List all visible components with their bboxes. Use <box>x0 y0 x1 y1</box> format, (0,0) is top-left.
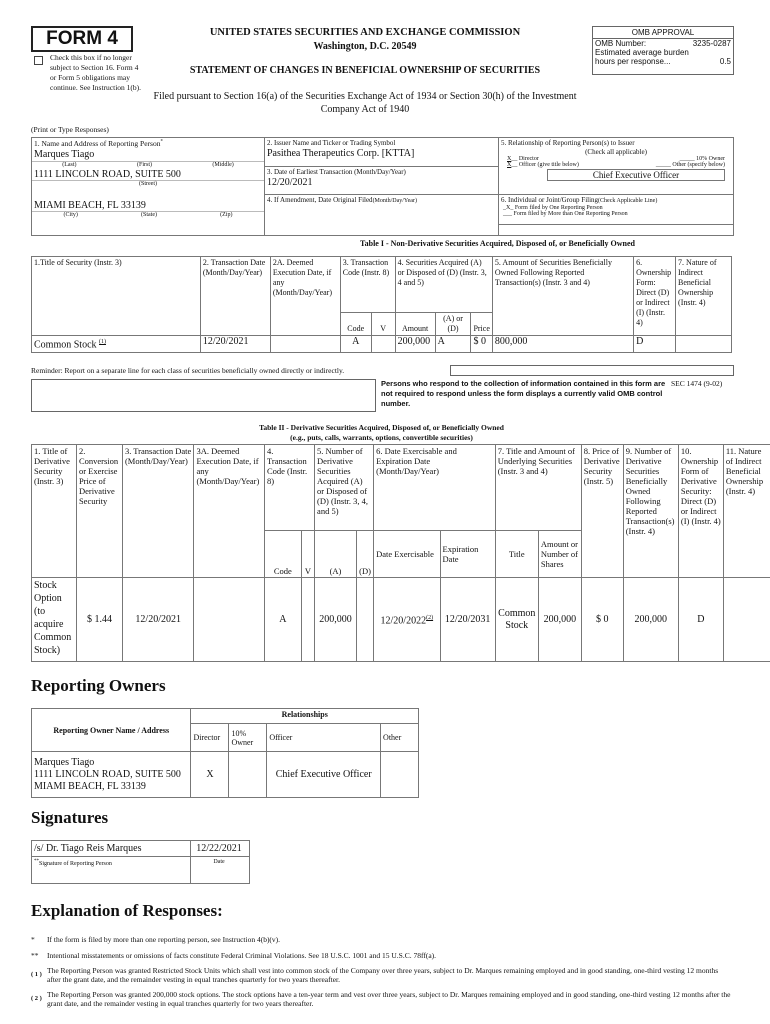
t1-sub-code: Code <box>340 313 371 336</box>
director-mark[interactable]: X <box>507 156 512 162</box>
street-caption: (Street) <box>32 180 264 187</box>
explanation-mark: ** <box>31 951 39 960</box>
signature-box <box>31 840 191 884</box>
last-caption: (Last) <box>62 162 77 168</box>
table-row <box>32 752 419 798</box>
box6-more-persons[interactable]: ___ Form filed by More than One Reporting Person <box>503 211 628 217</box>
signer-caption-mark: ** <box>34 859 39 864</box>
ro-director-mark: X <box>191 752 229 798</box>
t2-sub-title: Title <box>495 531 538 578</box>
table2-subtitle: (e.g., puts, calls, warrants, options, convertible securities) <box>290 433 473 442</box>
t2-sub-expiration: Expiration Date <box>440 531 495 578</box>
reminder: Reminder: Report on a separate line for each class of securities beneficially owned directly or indirectly. <box>31 366 345 375</box>
form-label: FORM 4 <box>46 28 118 49</box>
filed-pursuant: Filed pursuant to Section 16(a) of the Securities Exchange Act of 1934 or Section 30(h) of the Investment Company Act of 1940 <box>153 91 577 115</box>
t1-header-amount-owned: 5. Amount of Securities Beneficially Owned Following Reported Transaction(s) (Instr. 3 and 4) <box>492 257 633 336</box>
box5-label: 5. Relationship of Reporting Person(s) to Issuer <box>501 139 635 147</box>
explanation-text: The Reporting Person was granted 200,000 stock options. The stock options have a ten-year term and vest over three years, subject to Dr. Marques remaining employed and in good standing, one-third vesting 12 months after the grant date, and the remainder vesting in equal tranches quarterly for two years thereafter. <box>47 990 731 1008</box>
table1 <box>31 256 732 353</box>
t1-header-ownership: 6. Ownership Form: Direct (D) or Indirect (I) (Instr. 4) <box>634 257 676 336</box>
first-caption: (First) <box>136 162 152 168</box>
t2-header-owned: 9. Number of Derivative Securities Beneficially Owned Following Reported Transaction(s) (Instr. 4) <box>623 445 678 578</box>
officer-mark[interactable]: X <box>507 162 512 168</box>
t2-row-price: $ 1.44 <box>76 578 122 662</box>
omb-title: OMB APPROVAL <box>593 27 733 39</box>
reporting-owners-table <box>31 708 419 798</box>
table2-title: Table II - Derivative Securities Acquired, Disposed of, or Beneficially Owned <box>259 423 504 432</box>
t1-row-amount: 200,000 <box>395 336 435 353</box>
t2-sub-amount: Amount or Number of Shares <box>538 531 581 578</box>
other-caption: Other (specify below) <box>672 162 725 168</box>
t2-sub-exercisable: Date Exercisable <box>374 531 440 578</box>
agency-title: UNITED STATES SECURITIES AND EXCHANGE COMMISSION <box>209 27 521 38</box>
form-label-box <box>31 26 133 52</box>
box4-label: 4. If Amendment, Date Original Filed <box>267 196 373 204</box>
no-longer-subject-checkbox[interactable] <box>34 56 43 65</box>
middle-caption: (Middle) <box>212 162 234 168</box>
t1-header-date: 2. Transaction Date (Month/Day/Year) <box>200 257 270 336</box>
persons-notice: Persons who respond to the collection of information contained in this form are not required to respond unless the form displays a currently valid OMB control number. <box>381 379 666 408</box>
ro-col-director: Director <box>191 724 229 752</box>
t1-sub-v: V <box>371 313 395 336</box>
t2-row-under-amount: 200,000 <box>538 578 581 662</box>
t1-sub-amount: Amount <box>395 313 435 336</box>
explanation-item <box>31 935 732 944</box>
t1-row-form: D <box>634 336 676 353</box>
t1-header-nature: 7. Nature of Indirect Beneficial Ownership (Instr. 4) <box>676 257 732 336</box>
explanation-heading: Explanation of Responses: <box>31 901 223 920</box>
t1-sub-price: Price <box>471 313 492 336</box>
t1-row-title: Common Stock <box>34 339 97 351</box>
t1-sub-aord: (A) or (D) <box>435 313 471 336</box>
box6-one-person[interactable]: _X_ Form filed by One Reporting Person <box>503 205 603 211</box>
t1-row-date: 12/20/2021 <box>200 336 270 353</box>
explanation-text: Intentional misstatements or omissions of facts constitute Federal Criminal Violations. See 18 U.S.C. 1001 and 15 U.S.C. 78ff(a). <box>47 951 437 960</box>
ro-col-owner10: 10% Owner <box>229 724 267 752</box>
reporting-person-city[interactable]: MIAMI BEACH, FL 33139 <box>34 200 146 211</box>
t2-sub-v: V <box>301 531 314 578</box>
box3 <box>265 167 499 195</box>
t2-header-title: 1. Title of Derivative Security (Instr. 3) <box>32 445 77 578</box>
hours-label: hours per response... <box>595 57 671 66</box>
explanation-item <box>31 990 732 1008</box>
explanation-item <box>31 966 732 984</box>
signer-name: /s/ Dr. Tiago Reis Marques <box>32 841 190 857</box>
box4-label-small: (Month/Day/Year) <box>372 198 417 204</box>
reminder-left-box <box>31 379 376 412</box>
t2-row-code: A <box>264 578 301 662</box>
signatures-heading: Signatures <box>31 808 109 827</box>
ro-other-value <box>381 752 419 798</box>
ro-officer-title: Chief Executive Officer <box>267 752 381 798</box>
t2-header-conversion: 2. Conversion or Exercise Price of Derivative Security <box>76 445 122 578</box>
owner10-caption: 10% Owner <box>696 156 725 162</box>
t1-row-v <box>371 336 395 353</box>
officer-caption: Officer (give title below) <box>518 162 579 168</box>
reminder-blank-box <box>450 365 734 376</box>
earliest-transaction-date[interactable]: 12/20/2021 <box>267 177 313 188</box>
t2-row-under-title: Common Stock <box>495 578 538 662</box>
omb-number-label: OMB Number: <box>595 39 647 48</box>
box1-label-mark: * <box>160 139 163 145</box>
t2-sub-a: (A) <box>315 531 357 578</box>
t1-header-deemed: 2A. Deemed Execution Date, if any (Month/Day/Year) <box>270 257 340 336</box>
reporting-owners-heading: Reporting Owners <box>31 676 166 695</box>
t2-row-exercisable: 12/20/2022 <box>380 615 427 627</box>
table-row <box>32 336 732 353</box>
table2 <box>31 444 770 662</box>
t1-header-title: 1.Title of Security (Instr. 3) <box>32 257 201 336</box>
explanation-item <box>31 951 732 960</box>
box3-label: 3. Date of Earliest Transaction (Month/Day/Year) <box>267 168 406 176</box>
box1-label: 1. Name and Address of Reporting Person <box>34 139 161 148</box>
t2-sub-code: Code <box>264 531 301 578</box>
reporting-person-name[interactable]: Marques Tiago <box>34 149 95 160</box>
box2 <box>265 138 499 167</box>
omb-approval-box <box>592 26 734 75</box>
ro-relationships: Relationships <box>191 709 419 724</box>
box4 <box>265 195 499 235</box>
t2-header-exercisable: 6. Date Exercisable and Expiration Date (Month/Day/Year) <box>374 445 496 531</box>
t1-row-nature <box>676 336 732 353</box>
box6-label: 6. Individual or Joint/Group Filing <box>501 196 599 204</box>
hours-value: 0.5 <box>719 57 731 66</box>
reporting-person-boxes <box>31 137 734 236</box>
t1-row-aord: A <box>435 336 471 353</box>
ro-name: Marques Tiago <box>34 756 95 768</box>
t2-row-nature <box>723 578 770 662</box>
t2-row-deemed <box>194 578 265 662</box>
box5-sub: (Check all applicable) <box>585 148 647 156</box>
t1-row-footnote[interactable]: (1) <box>99 339 107 345</box>
ro-street: 1111 LINCOLN ROAD, SUITE 500 <box>34 768 181 780</box>
state-caption: (State) <box>141 212 157 218</box>
zip-caption: (Zip) <box>220 212 233 218</box>
t2-sub-d: (D) <box>356 531 373 578</box>
box5: 5. Relationship of Reporting Person(s) to Issuer (Check all applicable) X__ Director _____ 10% Owner X__ Officer (give title below) _____ Other (specify below) Chief Executive Officer <box>499 138 733 195</box>
t2-row-title: Stock Option (to acquire Common Stock) <box>32 578 77 662</box>
t1-row-price: $ 0 <box>471 336 492 353</box>
t2-header-price: 8. Price of Derivative Security (Instr. 5) <box>581 445 623 578</box>
t1-row-code: A <box>340 336 371 353</box>
statement-title: STATEMENT OF CHANGES IN BENEFICIAL OWNERSHIP OF SECURITIES <box>189 65 541 76</box>
agency-city: Washington, D.C. 20549 <box>313 41 417 52</box>
t2-row-v <box>301 578 314 662</box>
print-type: (Print or Type Responses) <box>31 125 109 134</box>
explanation-text: The Reporting Person was granted Restricted Stock Units which shall vest into common stock of the Company over three years, subject to Dr. Marques remaining employed and in good standing, one-third vesting 12 months after the grant date, and the remainder vesting in equal tranches quarterly for two years thereafter. <box>47 966 719 984</box>
director-caption: Director <box>518 156 539 162</box>
t2-row-a: 200,000 <box>315 578 357 662</box>
signature-date: 12/22/2021 <box>189 841 249 857</box>
t2-header-nature: 11. Nature of Indirect Beneficial Ownership (Instr. 4) <box>723 445 770 578</box>
signature-date-box <box>189 840 250 884</box>
t1-row-owned: 800,000 <box>492 336 633 353</box>
ro-city: MIAMI BEACH, FL 33139 <box>34 780 146 792</box>
t2-header-ownership: 10. Ownership Form of Derivative Security: Direct (D) or Indirect (I) (Instr. 4) <box>678 445 723 578</box>
explanation-mark: ( 2 ) <box>31 995 42 1002</box>
table1-title: Table I - Non-Derivative Securities Acquired, Disposed of, or Beneficially Owned <box>360 239 635 248</box>
t1-row-deemed <box>270 336 340 353</box>
omb-number: 3235-0287 <box>692 39 731 48</box>
ro-owner10-mark <box>229 752 267 798</box>
ro-col-name: Reporting Owner Name / Address <box>32 709 191 752</box>
box6-label-small: (Check Applicable Line) <box>598 198 658 204</box>
box6 <box>499 195 733 225</box>
reporting-person-street[interactable]: 1111 LINCOLN ROAD, SUITE 500 <box>34 169 181 180</box>
t2-row-owned: 200,000 <box>623 578 678 662</box>
box1 <box>32 138 265 235</box>
signer-caption: Signature of Reporting Person <box>39 861 112 867</box>
ro-col-other: Other <box>381 724 419 752</box>
signature-date-caption: Date <box>213 859 225 865</box>
t2-header-code: 4. Transaction Code (Instr. 8) <box>264 445 314 531</box>
explanation-mark: ( 1 ) <box>31 971 42 978</box>
t2-header-underlying: 7. Title and Amount of Underlying Securities (Instr. 3 and 4) <box>495 445 581 531</box>
officer-title[interactable]: Chief Executive Officer <box>547 169 725 181</box>
t2-row-date: 12/20/2021 <box>122 578 194 662</box>
t2-header-date: 3. Transaction Date (Month/Day/Year) <box>122 445 194 578</box>
explanation-mark: * <box>31 935 35 944</box>
t2-header-deemed: 3A. Deemed Execution Date, if any (Month/Day/Year) <box>194 445 265 578</box>
city-caption: (City) <box>63 212 78 218</box>
t2-header-number: 5. Number of Derivative Securities Acquired (A) or Disposed of (D) (Instr. 3, 4, and 5) <box>315 445 374 531</box>
t2-row-expiration: 12/20/2031 <box>440 578 495 662</box>
sec-code: SEC 1474 (9-02) <box>671 379 723 388</box>
table-row <box>32 578 770 662</box>
issuer-name[interactable]: Pasithea Therapeutics Corp. [KTTA] <box>267 148 415 159</box>
ro-col-officer: Officer <box>267 724 381 752</box>
checkbox-text: Check this box if no longer subject to Section 16. Form 4 or Form 5 obligations may continue. See Instruction 1(b). <box>50 53 142 92</box>
t1-header-code: 3. Transaction Code (Instr. 8) <box>340 257 395 313</box>
burden-label: Estimated average burden <box>595 48 689 57</box>
t2-row-deriv-price: $ 0 <box>581 578 623 662</box>
t2-row-d <box>356 578 373 662</box>
t2-row-exercisable-footnote[interactable]: (2) <box>426 614 434 621</box>
t1-header-securities: 4. Securities Acquired (A) or Disposed of (D) (Instr. 3, 4 and 5) <box>395 257 492 313</box>
box2-label: 2. Issuer Name and Ticker or Trading Symbol <box>267 139 396 147</box>
t2-row-form: D <box>678 578 723 662</box>
explanation-text: If the form is filed by more than one reporting person, see Instruction 4(b)(v). <box>47 935 281 944</box>
